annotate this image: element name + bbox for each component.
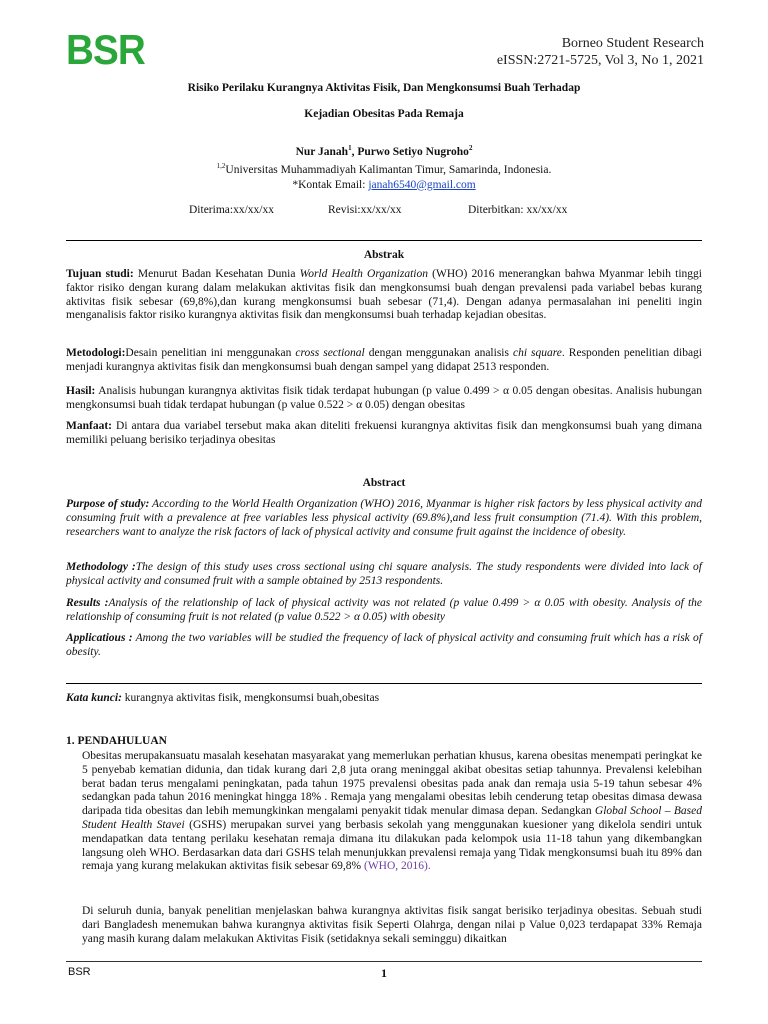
methodology-text: The design of this study uses cross sectional using chi square analysis. The study respondents were divided into lack of physical activity and consumed fruit with a sample obtained by 2513 respondents. <box>66 561 702 587</box>
tujuan-text-b: (WHO) 2016 menerangkan bahwa Myanmar lebih tinggi faktor risiko dengan kurang dalam melakukan aktivitas fisik dan mengkonsumsi buah dengan prevalensi pada variabel bebas kurang aktivitas fisik sebesar (69,8%),dan kurang mengkonsumsi buah sebesar (71,4). Dengan adanya permasalahan ini peneliti ingin menganalisis faktor risiko kurangnya aktivitas fisik dan mengkonsumsi buah terhadap kejadian obesitas. <box>66 268 702 322</box>
applications-text: Among the two variables will be studied the frequency of lack of physical activity and consuming fruit which has a risk of obesity. <box>66 632 702 658</box>
keywords-label: Kata kunci: <box>66 692 122 704</box>
author-2: Purwo Setiyo Nugroho <box>357 145 469 158</box>
applications-label: Applicatious : <box>66 632 133 644</box>
journal-issue: eISSN:2721-5725, Vol 3, No 1, 2021 <box>496 53 704 68</box>
metodologi-cs: cross sectional <box>295 347 365 359</box>
abstract-heading: Abstract <box>362 477 406 489</box>
date-published: Diterbitkan: xx/xx/xx <box>468 204 568 216</box>
hasil-text: Analisis hubungan kurangnya aktivitas fisik tidak terdapat hubungan (p value 0.499 > α 0.05 dengan obesitas. Analisis hubungan mengkonsumsi buah tidak terdapat hubungan (p value 0.522 > α 0.05) dengan obesitas <box>66 385 702 411</box>
purpose-text: According to the World Health Organization (WHO) 2016, Myanmar is higher risk factors by less physical activity and consuming fruit with a prevalence at free variables less physical activity (69.8%),and less fruit consumption (71.4). With this problem, researchers want to analyze the risk factors of lack of physical activity and consume fruit against the incidence of obesity. <box>66 498 702 538</box>
tujuan-text-a: Menurut Badan Kesehatan Dunia <box>133 268 300 280</box>
purpose-label: Purpose of study: <box>66 498 150 510</box>
body-paragraph-1 <box>82 750 702 874</box>
results-label: Results : <box>66 597 109 609</box>
paper-title-line1: Risiko Perilaku Kurangnya Aktivitas Fisik, Dan Mengkonsumsi Buah Terhadap <box>187 82 581 94</box>
citation-who-2016[interactable]: (WHO, 2016). <box>363 860 431 873</box>
metodologi-text-c: . Responden penelitian dibagi menjadi kurangnya aktivitas fisik dan mengkonsumsi buah dengan sampel yang didapat 2513 responden. <box>66 347 702 373</box>
journal-header <box>497 35 704 69</box>
manfaat-label: Manfaat: <box>66 420 112 432</box>
p1-gshs: Global School – Based Student Health Stavei <box>82 805 702 831</box>
affiliation: Universitas Muhammadiyah Kalimantan Timur, Samarinda, Indonesia. <box>225 163 552 176</box>
metodologi-text-b: dengan menggunakan analisis <box>364 347 513 359</box>
manfaat-text: Di antara dua variabel tersebut maka akan diteliti frekuensi kurangnya aktivitas fisik dan mengkonsumsi buah yang dimana memiliki peluang berisiko terjadinya obesitas <box>66 420 702 446</box>
hasil-label: Hasil: <box>66 385 96 397</box>
abstract-purpose <box>66 498 702 539</box>
author-2-sup: 2 <box>468 144 473 152</box>
keywords <box>66 692 702 706</box>
divider-top <box>66 240 702 241</box>
tujuan-who: World Health Organization <box>299 268 428 280</box>
footer-journal: BSR <box>68 966 91 978</box>
author-list: Nur Janah$^1$, Purwo Setiyo Nugroho$^2$ <box>295 144 473 158</box>
abstract-applications <box>66 632 702 660</box>
metodologi-text-a: Desain penelitian ini menggunakan <box>125 347 296 359</box>
abstrak-metodologi <box>66 347 702 375</box>
metodologi-label: Metodologi: <box>66 347 126 359</box>
p1-text-b: (GSHS) merupakan survei yang berbasis sekolah yang menggunakan kuesioner yang dikelola sendiri untuk mendapatkan data tentang perilaku kesehatan remaja dimana itu dilakukan pada kelompok usia 11-18 tahun yang dikembangkan langsung oleh WHO. Berdasarkan data dari GSHS telah menunjukkan prevalensi remaja yang Tidak mengkonsumsi buah itu 89% dan remaja yang kurang melakukan aktivitas fisik sebesar 69,8% <box>82 818 702 873</box>
results-text: Analysis of the relationship of lack of physical activity was not related (p value 0.499 > α 0.05 with obesity. Analysis of the relationship of consuming fruit is not related (p value 0.522 > α 0.05) with obesity <box>66 597 702 623</box>
keywords-text: kurangnya aktivitas fisik, mengkonsumsi buah,obesitas <box>121 692 380 704</box>
paper-title-line2: Kejadian Obesitas Pada Remaja <box>304 108 464 120</box>
p1-text-a: Obesitas merupakansuatu masalah kesehatan masyarakat yang memerlukan perhatian khusus, karena obesitas menempati peringkat ke 5 penyebab kematian didunia, dan tidak kurang dari 2,8 juta orang meninggal akibat obesitas setiap tahunnya. Prevalensi kelebihan berat badan terus mengalami peningkatan, pada tahun 1975 prevalensi obesitas pada anak dan remaja usia 5-19 tahun sebesar 4% sedangkan pada tahun 2016 meningkat hingga 18% . Remaja yang mengalami obesitas lebih cenderung tetap obesitas dimasa dewasa daripada tida obesitas dan lebih memungkinkan mengalami penyakit tidak menular dimasa depan. Sedangkan <box>82 750 702 818</box>
journal-name: Borneo Student Research <box>561 36 704 51</box>
divider-footer <box>66 961 702 962</box>
contact-label: *Kontak Email: <box>292 178 369 191</box>
body-paragraph-2: Di seluruh dunia, banyak penelitian menjelaskan bahwa kurangnya aktivitas fisik sangat berisiko terjadinya obesitas. Sebuah studi dari Bangladesh menemukan bahwa kurangnya aktivitas fisik Seperti Olahrga, dengan nilai p Value 0,023 terdapapat 33% Remaja yang masih kurang dalam melakukan Aktivitas Fisik (setidaknya sekali seminggu) dikaitkan <box>82 905 702 945</box>
date-received: Diterima:xx/xx/xx <box>189 204 274 216</box>
section-heading-pendahuluan: 1. PENDAHULUAN <box>66 735 167 747</box>
page-number: 1 <box>381 966 387 980</box>
author-1: Nur Janah <box>295 145 349 158</box>
metodologi-chi: chi square <box>512 347 562 359</box>
affiliation-sup: 1,2 <box>216 162 226 170</box>
abstrak-heading: Abstrak <box>363 249 405 261</box>
abstrak-manfaat <box>66 420 702 448</box>
date-revised: Revisi:xx/xx/xx <box>328 204 402 216</box>
journal-logo: BSR <box>66 26 145 73</box>
divider-keywords <box>66 683 702 684</box>
abstrak-tujuan <box>66 268 702 323</box>
methodology-label: Methodology : <box>66 561 136 573</box>
abstract-methodology <box>66 561 702 589</box>
abstract-results <box>66 597 702 625</box>
tujuan-label: Tujuan studi: <box>66 268 134 280</box>
author-1-sup: 1 <box>348 144 352 152</box>
email-link[interactable]: janah6540@gmail.com <box>368 178 476 191</box>
affiliation-block <box>0 159 768 193</box>
abstrak-hasil <box>66 385 702 413</box>
